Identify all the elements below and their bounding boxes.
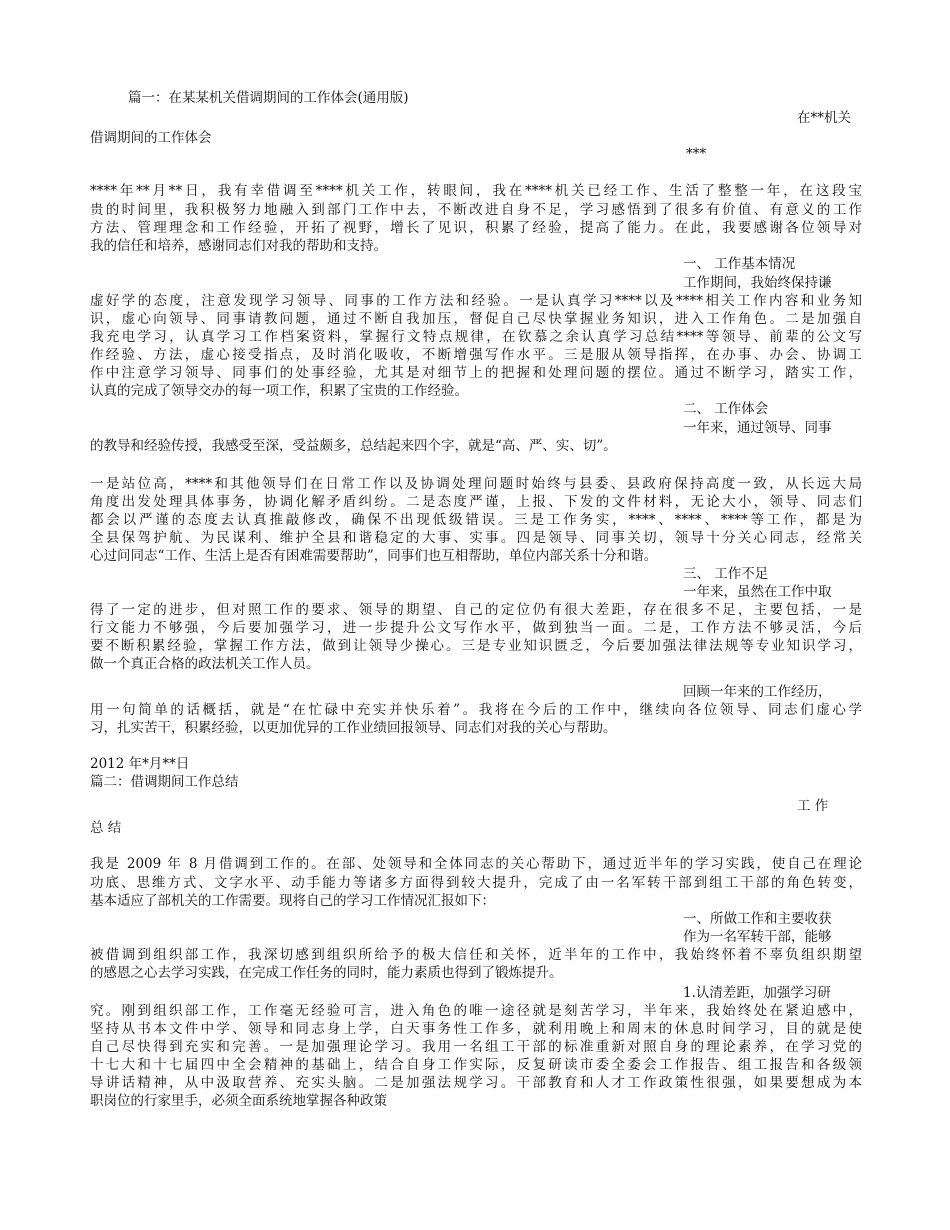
paragraph-line: 虚好学的态度，注意发现学习领导、同事的工作方法和经验。一是认真学习****以及****相关工作内容和业务知 (90, 293, 862, 309)
paragraph-line: 导讲话精神，从中汲取营养、充实头脑。二是加强法规学习。干部教育和人才工作政策性很强，如果要想成为本 (90, 1075, 862, 1091)
paragraph-line: 职岗位的行家里手，必须全面系统地掌握各种政策 (90, 1093, 387, 1109)
paragraph-line: 都会以严谨的态度去认真推敲修改，确保不出现低级错误。三是工作务实，****、****、****等工作，都是为 (90, 512, 862, 528)
paragraph-line: 我是 2009 年 8 月借调到工作的。在部、处领导和全体同志的关心帮助下，通过近半年的学习实践，使自己在理论 (90, 856, 862, 872)
article-1-date: 2012 年*月**日 (90, 756, 190, 772)
paragraph-line: 的感恩之心去学习实践，在完成工作任务的同时，能力素质也得到了锻炼提升。 (90, 965, 563, 981)
article-1-subtitle-right: 在**机关 (797, 110, 851, 126)
paragraph-line: 我充电学习，认真学习工作档案资料，掌握行文特点规律，在钦慕之余认真学习总结****等领导、前辈的公文写 (90, 329, 862, 345)
paragraph-line: 作中注意学习领导、同事们的处事经验，尤其是对细节上的把握和处理问题的摆位。通过不断学习，踏实工作， (90, 365, 862, 381)
paragraph-line: 做一个真正合格的政法机关工作人员。 (90, 656, 320, 672)
paragraph-line: 角度出发处理具体事务，协调化解矛盾纠纷。二是态度严谨，上报、下发的文件材料，无论大小，领导、同志们 (90, 494, 862, 510)
paragraph-line: 行文能力不够强，今后要加强学习，进一步提升公文写作水平，做到独当一面。二是，工作方法不够灵活，今后 (90, 620, 862, 636)
paragraph-line: 回顾一年来的工作经历， (683, 684, 832, 700)
paragraph-line: 心过问同志“工作、生活上是否有困难需要帮助”，同事们也互相帮助，单位内部关系十分和谐。 (90, 548, 658, 564)
paragraph-line: 得了一定的进步，但对照工作的要求、领导的期望、自己的定位仍有很大差距，存在很多不足，主要包括，一是 (90, 602, 862, 618)
paragraph-line: 作为一名军转干部，能够 (683, 929, 832, 945)
paragraph-line: 一是站位高，****和其他领导们在日常工作以及协调处理问题时始终与县委、县政府保持高度一致，从长远大局 (90, 476, 862, 492)
section-heading: 一、 工作基本情况 (683, 256, 796, 272)
article-2-heading-left: 总 结 (90, 820, 122, 836)
paragraph-line: 基本适应了部机关的工作需要。现将自己的学习工作情况汇报如下： (90, 893, 495, 909)
paragraph-line: 习，扎实苦干，积累经验，以更加优异的工作业绩回报领导、同志们对我的关心与帮助。 (90, 720, 617, 736)
paragraph-line: 全县保驾护航、为民谋利、维护全县和谐稳定的大事、实事。四是领导、同事关切，领导十分关心同志，经常关 (90, 530, 862, 546)
paragraph-line: 认真的完成了领导交办的每一项工作，积累了宝贵的工作经验。 (90, 383, 468, 399)
paragraph-line: 一年来，通过领导、同事 (683, 420, 832, 436)
paragraph-line: 贵的时间里，我积极努力地融入到部门工作中去，不断改进自身不足，学习感悟到了很多有价值、有意义的工作 (90, 202, 862, 218)
article-1-title: 篇一：在某某机关借调期间的工作体会(通用版) (128, 90, 409, 106)
article-1-author: *** (686, 146, 707, 162)
article-2-title: 篇二：借调期间工作总结 (90, 774, 239, 790)
paragraph-line: 一年来，虽然在工作中取 (683, 584, 832, 600)
paragraph-line: 识，虚心向领导、同事请教问题，通过不断自我加压，督促自己尽快掌握业务知识，进入工作角色。二是加强自 (90, 311, 862, 327)
paragraph-line: 自己尽快得到充实和完善。一是加强理论学习。我用一名组工干部的标准重新对照自身的理论素养，在学习党的 (90, 1039, 862, 1055)
paragraph-line: 究。刚到组织部工作，工作毫无经验可言，进入角色的唯一途径就是刻苦学习，半年来，我始终处在紧迫感中， (90, 1003, 862, 1019)
section-heading: 一、所做工作和主要收获 (683, 911, 832, 927)
paragraph-line: 作经验、方法，虚心接受指点，及时消化吸收，不断增强写作水平。三是服从领导指挥，在办事、办会、协调工 (90, 347, 862, 363)
article-1-subtitle-left: 借调期间的工作体会 (90, 130, 212, 146)
article-2-heading-right: 工 作 (797, 798, 829, 814)
paragraph-line: 被借调到组织部工作，我深切感到组织所给予的极大信任和关怀，近半年的工作中，我始终怀着不辜负组织期望 (90, 947, 862, 963)
section-heading: 二、 工作体会 (683, 401, 769, 417)
paragraph-line: 的教导和经验传授，我感受至深，受益颇多，总结起来四个字，就是“高、严、实、切”。 (90, 438, 617, 454)
paragraph-line: 方法、管理理念和工作经验，开拓了视野，增长了见识，积累了经验，提高了能力。在此，我要感谢各位领导对 (90, 220, 862, 236)
paragraph-line: 坚持从书本文件中学、领导和同志身上学，白天事务性工作多，就利用晚上和周末的休息时间学习，目的就是使 (90, 1021, 862, 1037)
paragraph-line: 工作期间，我始终保持谦 (683, 275, 832, 291)
paragraph-line: 十七大和十七届四中全会精神的基础上，结合自身工作实际，反复研读市委全委会工作报告、组工报告和各级领 (90, 1057, 862, 1073)
paragraph-line: 用一句简单的话概括，就是“在忙碌中充实并快乐着”。我将在今后的工作中，继续向各位领导、同志们虚心学 (90, 702, 862, 718)
subsection-heading: 1.认清差距，加强学习研 (683, 985, 831, 1001)
paragraph-line: 我的信任和培养，感谢同志们对我的帮助和支持。 (90, 238, 387, 254)
section-heading: 三、 工作不足 (683, 566, 769, 582)
paragraph-line: 功底、思维方式、文字水平、动手能力等诸多方面得到较大提升，完成了由一名军转干部到组工干部的角色转变， (90, 875, 862, 891)
paragraph-line: ****年**月**日，我有幸借调至****机关工作，转眼间，我在****机关已经工作、生活了整整一年，在这段宝 (90, 183, 862, 199)
paragraph-line: 要不断积累经验，掌握工作方法，做到让领导少操心。三是专业知识匮乏，今后要加强法律法规等专业知识学习， (90, 638, 862, 654)
